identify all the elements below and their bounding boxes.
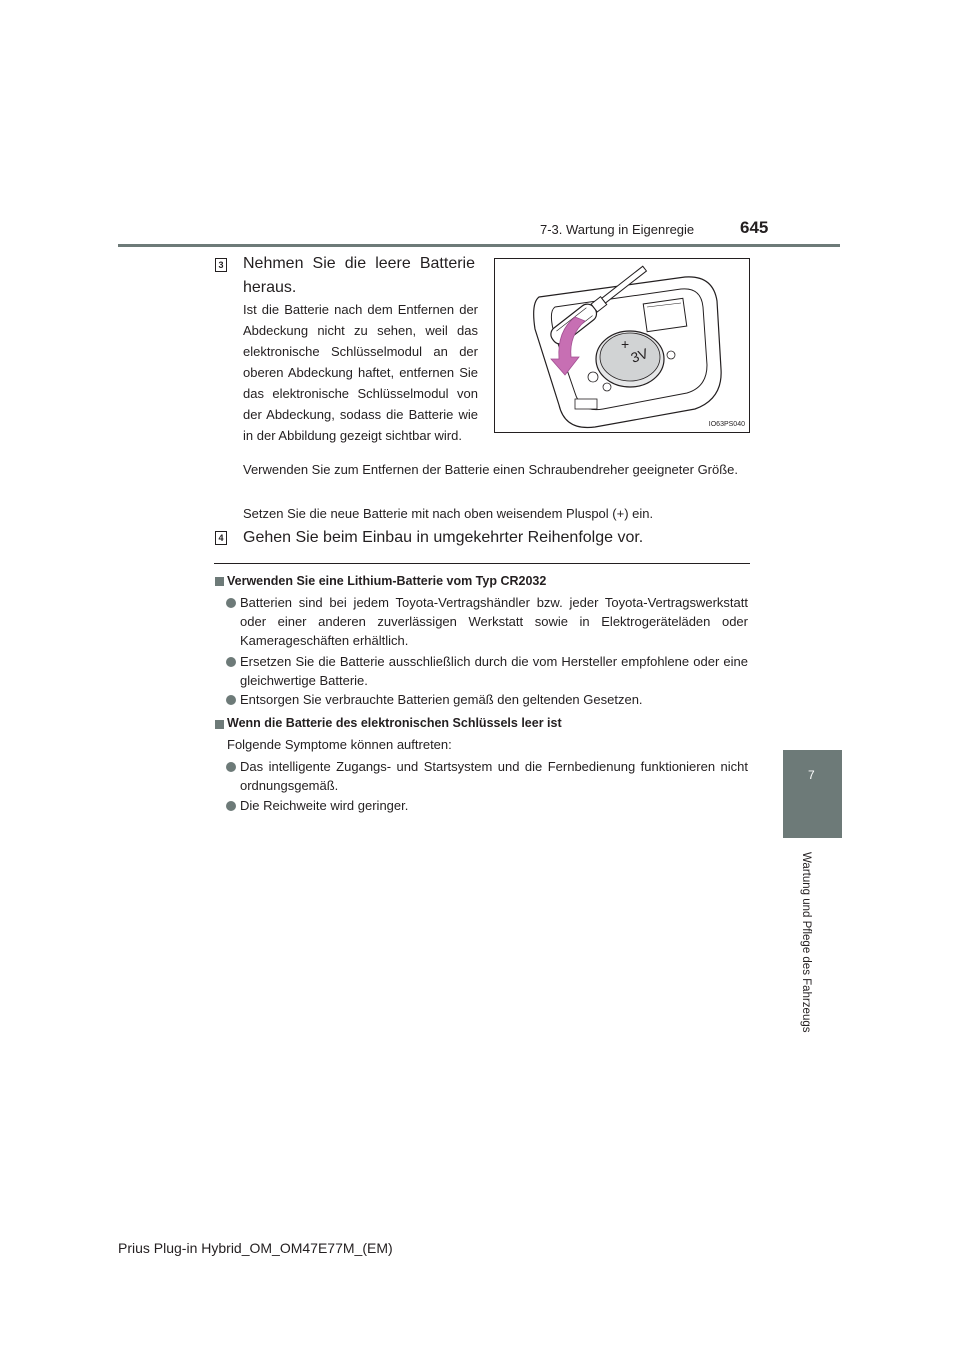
dot-bullet-icon: [226, 598, 236, 608]
chapter-title: Wartung und Pflege des Fahrzeugs: [800, 852, 812, 1033]
step-3-paragraph-2: Verwenden Sie zum Entfernen der Batterie einen Schraubendreher geeigneter Größe.: [243, 462, 739, 477]
step-badge-3: 3: [215, 258, 227, 272]
notes-divider: [214, 563, 750, 564]
dot-bullet-icon: [226, 657, 236, 667]
note-1-bullet-2: Ersetzen Sie die Batterie ausschließlich durch die vom Hersteller empfohlene oder eine gleichwertige Batterie.: [240, 654, 748, 688]
page-number: 645: [740, 218, 769, 237]
step-title-3: Nehmen Sie die leere Batterie heraus.: [243, 255, 475, 296]
step-title-4: Gehen Sie beim Einbau in umgekehrter Reihenfolge vor.: [243, 529, 644, 546]
note-1-bullet-1: Batterien sind bei jedem Toyota-Vertragshändler bzw. jeder Toyota-Vertragswerkstatt oder einer anderen zuverlässigen Werkstatt sowie in Elektrogeräteläden oder Kamerageschäften erhältlich.: [240, 595, 748, 648]
dot-bullet-icon: [226, 801, 236, 811]
note-2-bullet-2: Die Reichweite wird geringer.: [240, 798, 409, 813]
note-2-intro: Folgende Symptome können auftreten:: [227, 737, 452, 752]
chapter-tab: [783, 750, 842, 838]
dot-bullet-icon: [226, 762, 236, 772]
square-bullet-icon: [215, 577, 224, 586]
step-badge-4: 4: [215, 531, 227, 545]
header-divider: [118, 244, 840, 247]
battery-removal-drawing: [495, 259, 750, 433]
battery-voltage-label: 3V: [628, 344, 651, 366]
chapter-number: 7: [808, 768, 815, 782]
note-2-bullet-1: Das intelligente Zugangs- und Startsystem und die Fernbedienung funktionieren nicht ordnungsgemäß.: [240, 759, 748, 793]
battery-plus-label: +: [621, 336, 630, 352]
key-battery-illustration: [494, 258, 750, 433]
note-1-bullet-3: Entsorgen Sie verbrauchte Batterien gemäß den geltenden Gesetzen.: [240, 692, 643, 707]
step-3-paragraph-1: Ist die Batterie nach dem Entfernen der Abdeckung nicht zu sehen, weil das elektronische Schlüsselmodul an der oberen Abdeckung haftet, entfernen Sie das elektronische Schlüsselmodul von der Abdeckung, sodass die Batterie wie in der Abbildung gezeigt sichtbar wird.: [243, 302, 478, 443]
figure-code: IO63PS040: [708, 421, 745, 428]
footer-document-id: Prius Plug-in Hybrid_OM_OM47E77M_(EM): [118, 1240, 393, 1256]
note-heading-2: Wenn die Batterie des elektronischen Schlüssels leer ist: [227, 716, 562, 730]
section-title: 7-3. Wartung in Eigenregie: [540, 222, 695, 237]
square-bullet-icon: [215, 720, 224, 729]
note-heading-1: Verwenden Sie eine Lithium-Batterie vom Typ CR2032: [227, 574, 547, 588]
step-3-paragraph-3: Setzen Sie die neue Batterie mit nach oben weisendem Pluspol (+) ein.: [243, 506, 654, 521]
dot-bullet-icon: [226, 695, 236, 705]
